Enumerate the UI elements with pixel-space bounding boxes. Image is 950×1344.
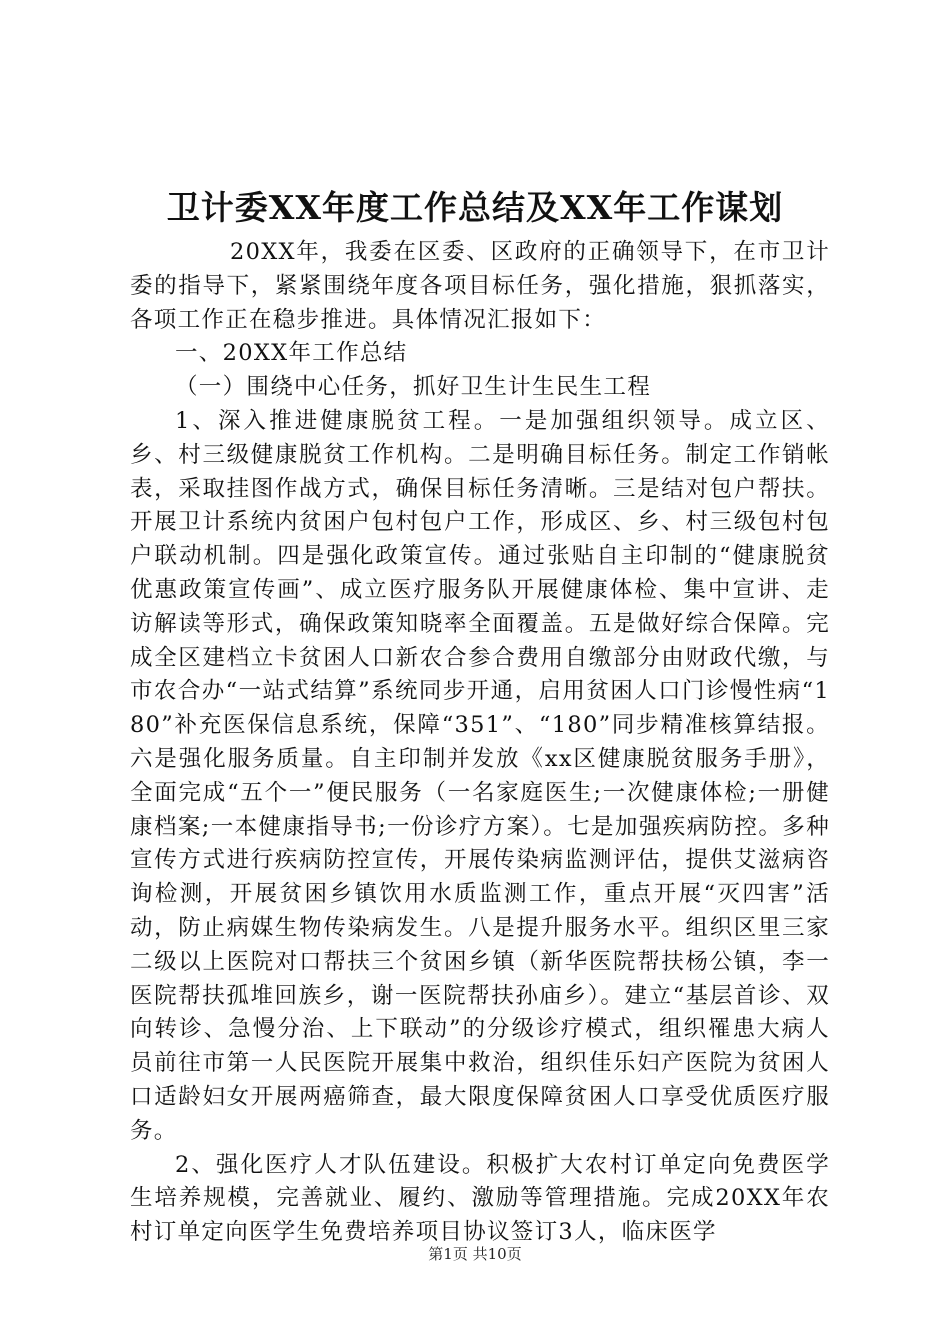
body-paragraph: 1、深入推进健康脱贫工程。一是加强组织领导。成立区、乡、村三级健康脱贫工作机构。二是明确目标任务。制定工作销帐表，采取挂图作战方式，确保目标任务清晰。三是结对包户帮扶。开展卫计系统内贫困户包村包户工作，形成区、乡、村三级包村包户联动机制。四是强化政策宣传。通过张贴自主印制的“健康脱贫优惠政策宣传画”、成立医疗服务队开展健康体检、集中宣讲、走访解读等形式，确保政策知晓率全面覆盖。五是做好综合保障。完成全区建档立卡贫困人口新农合参合费用自缴部分由财政代缴，与市农合办“一站式结算”系统同步开通，启用贫困人口门诊慢性病“180”补充医保信息系统，保障“351”、“180”同步精准核算结报。六是强化服务质量。自主印制并发放《xx区健康脱贫服务手册》，全面完成“五个一”便民服务（一名家庭医生;一次健康体检;一册健康档案;一本健康指导书;一份诊疗方案）。七是加强疾病防控。多种宣传方式进行疾病防控宣传，开展传染病监测评估，提供艾滋病咨询检测，开展贫困乡镇饮用水质监测工作，重点开展“灭四害”活动，防止病媒生物传染病发生。八是提升服务水平。组织区里三家二级以上医院对口帮扶三个贫困乡镇（新华医院帮扶杨公镇，李一医院帮扶孤堆回族乡，谢一医院帮扶孙庙乡）。建立“基层首诊、双向转诊、急慢分治、上下联动”的分级诊疗模式，组织罹患大病人员前往市第一人民医院开展集中救治，组织佳乐妇产医院为贫困人口适龄妇女开展两癌筛查，最大限度保障贫困人口享受优质医疗服务。 <box>130 407 830 1144</box>
document-title: 卫计委XX年度工作总结及XX年工作谋划 <box>166 188 784 227</box>
document-body <box>130 236 830 1250</box>
body-paragraph: 2、强化医疗人才队伍建设。积极扩大农村订单定向免费医学生培养规模，完善就业、履约、激励等管理措施。完成20XX年农村订单定向医学生免费培养项目协议签订3人，临床医学 <box>130 1151 830 1246</box>
page-number-footer: 第1页 共10页 <box>428 1245 522 1263</box>
intro-paragraph: 20XX年，我委在区委、区政府的正确领导下，在市卫计委的指导下，紧紧围绕年度各项目标任务，强化措施，狠抓落实，各项工作正在稳步推进。具体情况汇报如下： <box>130 239 830 333</box>
subsection-heading: （一）围绕中心任务，抓好卫生计生民生工程 <box>175 374 652 401</box>
section-heading: 一、20XX年工作总结 <box>175 340 408 367</box>
